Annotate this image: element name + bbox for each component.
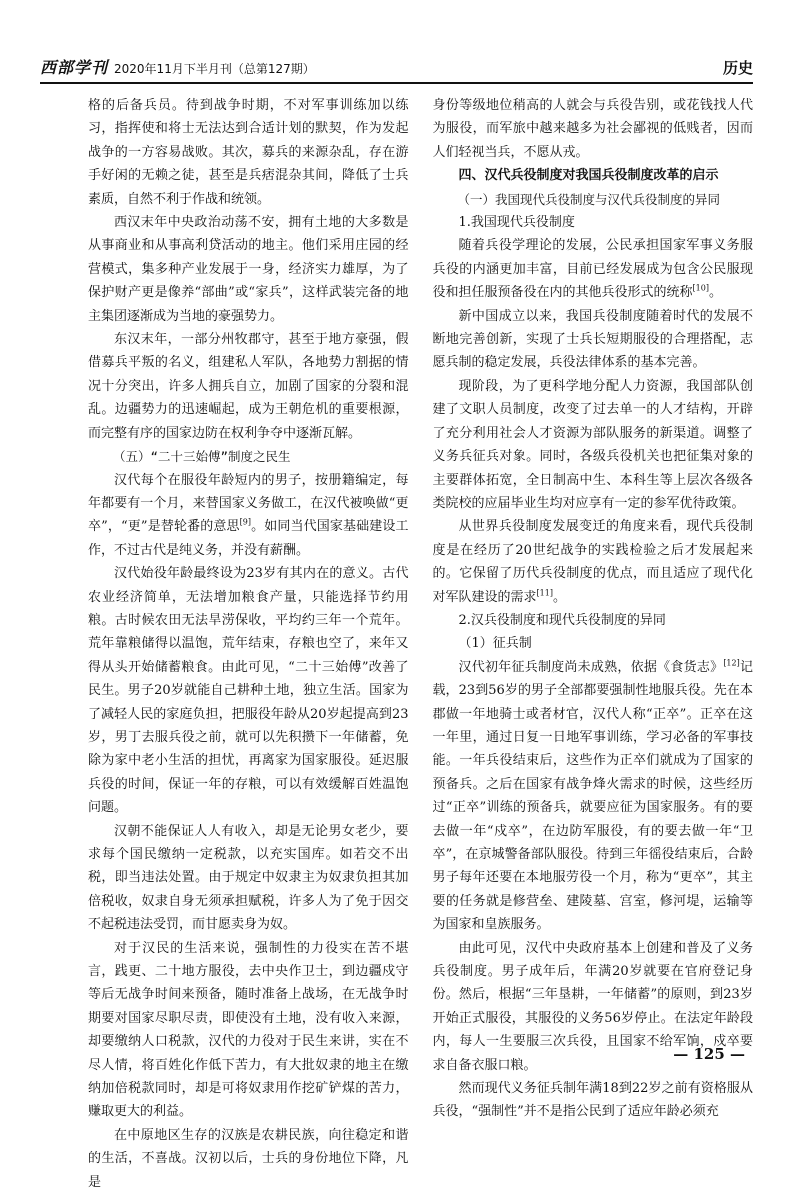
paragraph: 汉代每个在服役年龄短内的男子，按册籍编定，每年都要有一个月，来替国家义务做工，在汉代被唤做“更卒”，“更”是替轮番的意思[9]。如同当代国家基础建设工作，不过古代是纯义务，并没有薪酬。: [88, 472, 409, 558]
header-left: [40, 55, 315, 78]
section-heading: 四、汉代兵役制度对我国兵役制度改革的启示: [458, 168, 719, 184]
subsection-heading: （一）我国现代兵役制度与汉代兵役制度的异同: [457, 191, 721, 207]
section-tag: 历史: [722, 59, 753, 77]
paragraph: 在中原地区生存的汉族是农耕民族，向往稳定和谐的生活，不喜战。汉初以后，士兵的身份地位下降，凡是: [88, 1127, 409, 1190]
running-header: [40, 56, 753, 84]
paragraph: 然而现代义务征兵制年满18到22岁之前有资格服从兵役，“强制性”并不是指公民到了适应年龄必须充: [432, 1081, 753, 1120]
issue-info: 2020年11月下半月刊（总第127期）: [114, 62, 315, 76]
citation-marker: [12]: [723, 658, 740, 668]
journal-logo: 西部学刊: [40, 58, 109, 77]
paragraph: 汉朝不能保证人人有收入，却是无论男女老少，要求每个国民缴纳一定税款，以充实国库。如若交不出税，即当违法处置。由于规定中奴隶主为奴隶负担其加倍税收，奴隶自身无须承担赋税，许多人为了免于因交不起税违法受罚，而甘愿卖身为奴。: [88, 823, 409, 933]
paragraph: 随着兵役学理论的发展，公民承担国家军事义务服兵役的内涵更加丰富，目前已经发展成为包含公民服现役和担任服预备役在内的其他兵役形式的统称[10]。: [432, 238, 753, 301]
paragraph: 由此可见，汉代中央政府基本上创建和普及了义务兵役制度。男子成年后，年满20岁就要在官府登记身份。然后，根据“三年垦耕，一年储蓄”的原则，到23岁开始正式服役，其服役的义务56岁停止。在法定年龄段内，每人一生要服三次兵役，且国家不给军饷，戍卒要求自备衣服口粮。: [432, 940, 753, 1073]
paragraph: 新中国成立以来，我国兵役制度随着时代的发展不断地完善创新，实现了士兵长短期服役的合理搭配，志愿兵制的稳定发展，兵役法律体系的基本完善。: [432, 308, 753, 371]
paragraph: 现阶段，为了更科学地分配人力资源，我国部队创建了文职人员制度，改变了过去单一的人才结构，开辟了充分利用社会人才资源为部队服务的新渠道。调整了义务兵征兵对象。同时，各级兵役机关也把征集对象的主要群体拓宽，全日制高中生、本科生等上层次各级各类院校的应届毕业生均对应享有一定的参军优待政策。: [432, 378, 753, 511]
paragraph: 汉代始役年龄最终设为23岁有其内在的意义。古代农业经济简单，无法增加粮食产量，只能选择节约用粮。古时候农田无法旱涝保收，平均约三年一个荒年。荒年靠粮储得以温饱，荒年结束，存粮也空了，来年又得从头开始储蓄粮食。由此可见，“二十三始傅”改善了民生。男子20岁就能自己耕种土地，独立生活。国家为了减轻人民的家庭负担，把服役年龄从20岁起提高到23岁，男丁去服兵役之前，就可以先积攒下一年储蓄，免除为家中老小生活的担忧，再离家为国家服役。延迟服兵役的时间，保证一年的存粮，可以有效缓解百姓温饱问题。: [88, 566, 409, 816]
paragraph: 格的后备兵员。待到战争时期，不对军事训练加以练习，指挥使和将士无法达到合适计划的默契，作为发起战争的一方容易战败。其次，募兵的来源杂乱，存在游手好闲的无赖之徒，甚至是兵痞混杂其间，降低了士兵素质，自然不利于作战和统领。: [88, 98, 409, 207]
paragraph: 西汉末年中央政治动荡不安，拥有土地的大多数是从事商业和从事高利贷活动的地主。他们采用庄园的经营模式，集多种产业发展于一身，经济实力雄厚，为了保护财产更是像养“部曲”或“家兵”，这样武装完备的地主集团逐渐成为当地的豪强势力。: [88, 215, 409, 324]
page-number: — 125 —: [673, 1045, 745, 1063]
paragraph: 汉代初年征兵制度尚未成熟，依据《食货志》[12]记载，23到56岁的男子全部都要强制性地服兵役。先在本郡做一年地骑士或者材官，汉代人称“正卒”。正卒在这一年里，通过日复一日地军事训练，学习必备的军事技能。一年兵役结束后，这些作为正卒们就成为了国家的预备兵。之后在国家有战争烽火需求的时候，这些经历过“正卒”训练的预备兵，就要应征为国家服务。有的要去做一年“戍卒”，在边防军服役，有的要去做一年“卫卒”，在京城警备部队服役。待到三年徭役结束后，合龄男子每年还要在本地服劳役一个月，称为“更卒”，其主要的任务就是修营垒、建陵墓、宫室，修河堤，运输等为国家和皇族服务。: [432, 658, 753, 933]
citation-marker: [10]: [692, 283, 709, 293]
citation-marker: [11]: [536, 588, 553, 598]
paragraph: 身份等级地位稍高的人就会与兵役告别，或花钱找人代为服役，而军旅中越来越多为社会鄙视的低贱者，因而人们轻视当兵，不愿从戎。: [432, 98, 753, 160]
paragraph: 从世界兵役制度发展变迁的角度来看，现代兵役制度是在经历了20世纪战争的实践检验之后才发展起来的。它保留了历代兵役制度的优点，而且适应了现代化对军队建设的需求[11]。: [432, 519, 753, 605]
paragraph: 对于汉民的生活来说，强制性的力役实在苦不堪言，践更、二十地方服役，去中央作卫士，到边疆戍守等后无战争时间来预备，随时准备上战场，在无战争时期要对国家尽职尽责，即使没有土地，没有收入来源，却要缴纳人口税款，汉代的力役对于民生来讲，实在不尽人情，将百姓化作低下苦力，有大批奴隶的地主在缴纳加倍税款同时，却是可将奴隶用作挖矿铲煤的苦力，赚取更大的利益。: [88, 940, 409, 1120]
paragraph: 1.我国现代兵役制度: [458, 215, 575, 231]
subsection-heading: （五）“二十三始傅”制度之民生: [113, 449, 291, 465]
paragraph: 东汉末年，一部分州牧郡守，甚至于地方豪强，假借募兵平叛的名义，组建私人军队，各地势力割据的情况十分突出，许多人拥兵自立，加剧了国家的分裂和混乱。边疆势力的迅速崛起，成为王朝危机的重要根源，而完整有序的国家边防在权利争夺中逐渐瓦解。: [88, 332, 409, 441]
paragraph: （1）征兵制: [458, 636, 532, 652]
citation-marker: [9]: [239, 517, 251, 527]
paragraph: 2.汉兵役制度和现代兵役制度的异同: [458, 612, 666, 628]
left-column: [88, 94, 409, 1190]
